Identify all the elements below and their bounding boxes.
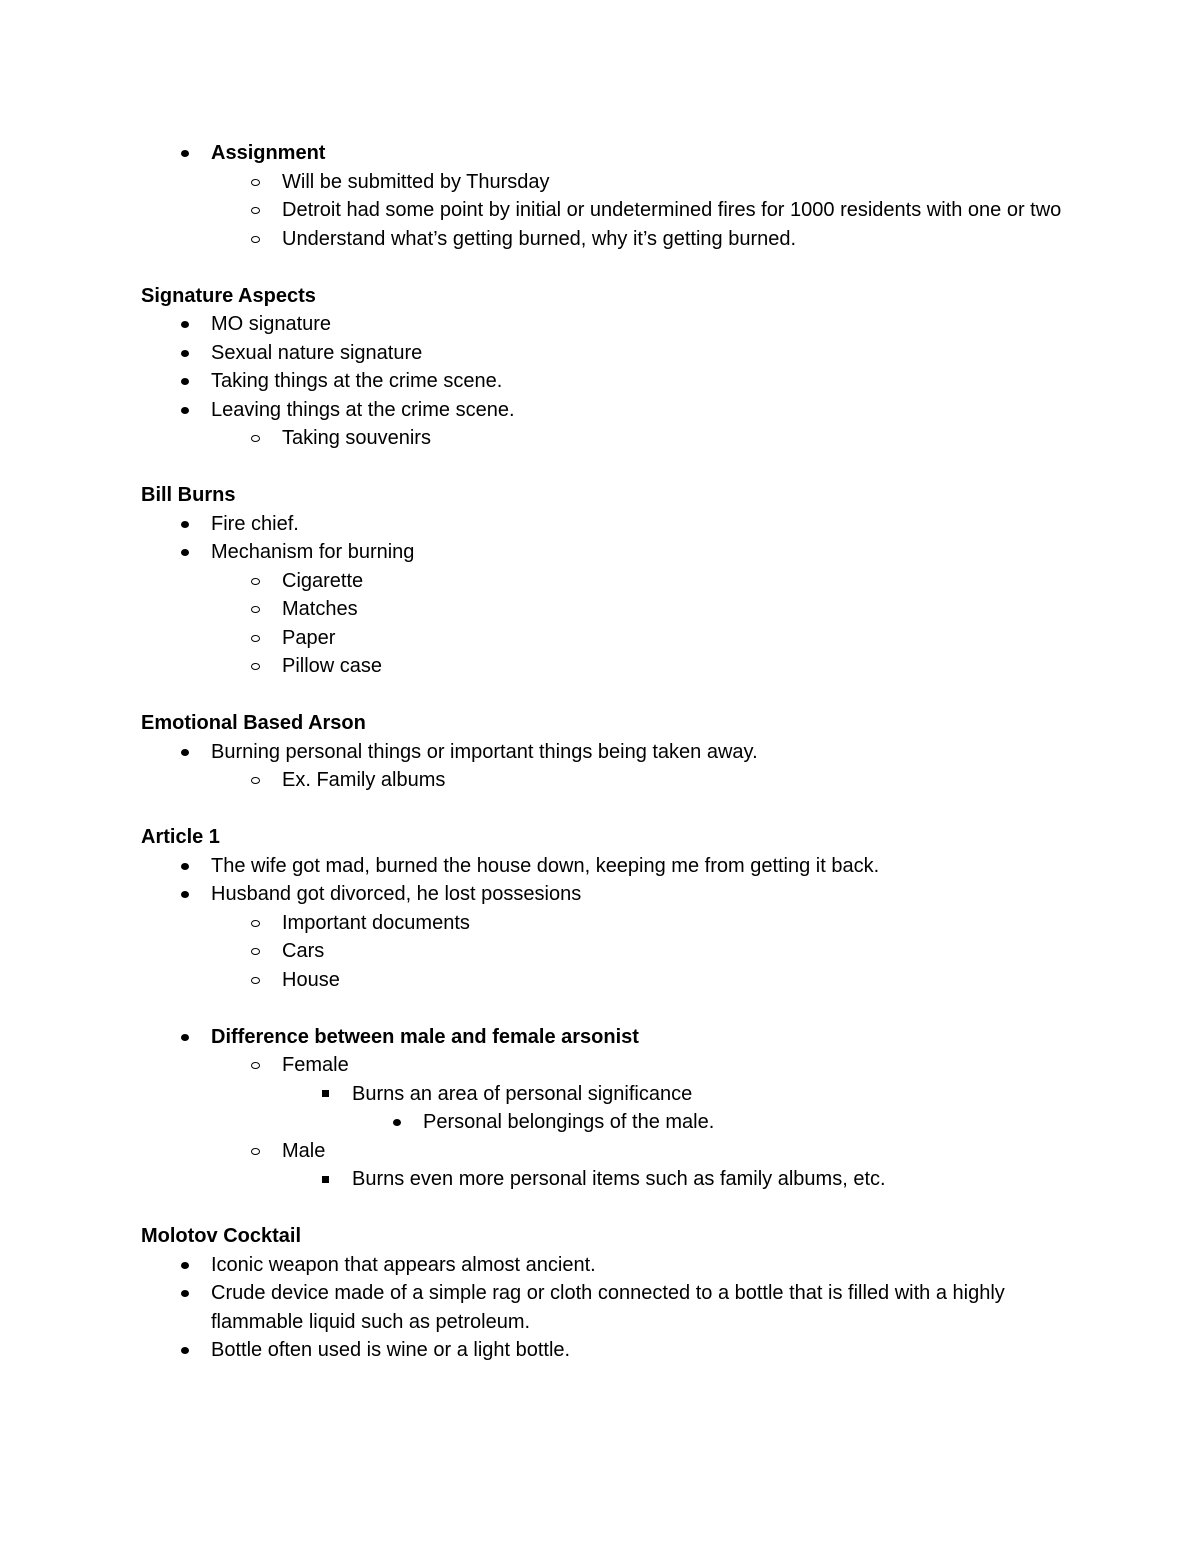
list-item <box>141 1336 1081 1365</box>
list-item <box>141 652 1081 681</box>
list-item <box>141 168 1081 197</box>
list-item <box>141 1051 1081 1080</box>
bullet-circle-icon <box>250 937 264 966</box>
bullet-disc-icon <box>179 367 193 396</box>
list-item <box>141 1137 1081 1166</box>
bullet-disc-icon <box>179 1251 193 1280</box>
list-item-text: Male <box>282 1139 326 1162</box>
bullet-disc-icon <box>179 510 193 539</box>
list-item-text: Female <box>282 1054 349 1076</box>
bullet-circle-icon <box>250 624 264 653</box>
list-item-text: Paper <box>282 626 336 649</box>
list-item <box>141 510 1081 539</box>
bullet-square-icon <box>320 1165 334 1194</box>
document-page <box>141 139 1081 1365</box>
list-item <box>141 624 1081 653</box>
list-item <box>141 367 1081 396</box>
list-item-text: Will be submitted by Thursday <box>282 170 550 193</box>
difference-list <box>141 1023 1081 1194</box>
bullet-circle-icon <box>250 595 264 624</box>
bill-burns-list <box>141 510 1081 681</box>
list-item <box>141 567 1081 596</box>
bullet-disc-icon <box>179 738 193 767</box>
list-item-text: Burns even more personal items such as family albums, etc. <box>352 1168 886 1190</box>
bullet-circle-icon <box>250 652 264 681</box>
bullet-circle-icon <box>250 225 264 254</box>
list-item-text: Sexual nature signature <box>211 341 423 364</box>
list-item-text: Personal belongings of the male. <box>423 1111 715 1133</box>
section-heading-article: Article 1 <box>141 826 220 848</box>
list-item-text: The wife got mad, burned the house down, keeping me from getting it back. <box>211 854 880 877</box>
bullet-disc-icon <box>179 1023 193 1052</box>
bullet-circle-icon <box>250 909 264 938</box>
list-item <box>141 1023 1081 1052</box>
list-item-text: House <box>282 968 340 991</box>
spacer <box>141 453 1081 482</box>
list-item <box>141 966 1081 995</box>
list-item-text: Crude device made of a simple rag or cloth connected to a bottle that is filled with a highly flammable liquid such as petroleum. <box>211 1282 1005 1333</box>
list-item <box>141 595 1081 624</box>
spacer <box>141 681 1081 710</box>
bullet-disc-icon <box>179 396 193 425</box>
list-item <box>141 310 1081 339</box>
list-item <box>141 880 1081 909</box>
list-item-text: Understand what’s getting burned, why it’s getting burned. <box>282 227 797 250</box>
bullet-disc-icon <box>179 310 193 339</box>
spacer <box>141 253 1081 282</box>
list-item-text: MO signature <box>211 313 332 335</box>
list-item-text: Taking things at the crime scene. <box>211 370 503 392</box>
assignment-item <box>141 139 1081 168</box>
bullet-circle-icon <box>250 196 264 225</box>
bullet-disc-icon <box>179 538 193 567</box>
list-item <box>141 738 1081 767</box>
list-item-text: Matches <box>282 598 358 620</box>
list-item-text: Fire chief. <box>211 512 299 535</box>
list-item-text: Taking souvenirs <box>282 427 431 449</box>
list-item <box>141 909 1081 938</box>
assignment-label: Assignment <box>211 142 326 164</box>
emotional-list <box>141 738 1081 795</box>
list-item <box>141 766 1081 795</box>
list-item-text: Important documents <box>282 911 470 934</box>
signature-list <box>141 310 1081 453</box>
list-item <box>141 424 1081 453</box>
list-item <box>141 196 1081 225</box>
spacer <box>141 795 1081 824</box>
list-item-text: Leaving things at the crime scene. <box>211 398 515 421</box>
list-item <box>141 1080 1081 1109</box>
list-item-text: Pillow case <box>282 655 383 677</box>
article-list <box>141 852 1081 995</box>
bullet-circle-icon <box>250 766 264 795</box>
bullet-disc-icon <box>179 852 193 881</box>
list-item-text: Cigarette <box>282 569 364 592</box>
list-item <box>141 1108 1081 1137</box>
list-item-text: Bottle often used is wine or a light bottle. <box>211 1339 571 1361</box>
bullet-disc-icon <box>391 1108 405 1137</box>
bullet-circle-icon <box>250 1051 264 1080</box>
list-item-text: Husband got divorced, he lost possesions <box>211 883 582 905</box>
bullet-circle-icon <box>250 424 264 453</box>
bullet-disc-icon <box>179 139 193 168</box>
list-item <box>141 1251 1081 1280</box>
difference-label: Difference between male and female arsonist <box>211 1025 639 1048</box>
bullet-circle-icon <box>250 168 264 197</box>
list-item <box>141 937 1081 966</box>
spacer <box>141 994 1081 1023</box>
list-item-text: Ex. Family albums <box>282 769 446 791</box>
list-item-text: Burns an area of personal significance <box>352 1082 693 1105</box>
section-heading-signature: Signature Aspects <box>141 284 316 307</box>
section-heading-molotov: Molotov Cocktail <box>141 1225 302 1247</box>
list-item-text: Cars <box>282 940 325 962</box>
bullet-square-icon <box>320 1080 334 1109</box>
assignment-list <box>141 139 1081 253</box>
section-heading-emotional: Emotional Based Arson <box>141 712 366 734</box>
list-item-text: Detroit had some point by initial or undetermined fires for 1000 residents with one or two <box>282 199 1062 221</box>
list-item-text: Mechanism for burning <box>211 541 415 563</box>
list-item <box>141 339 1081 368</box>
bullet-disc-icon <box>179 1336 193 1365</box>
list-item-text: Burning personal things or important things being taken away. <box>211 740 758 763</box>
list-item <box>141 1279 1081 1336</box>
list-item <box>141 1165 1081 1194</box>
list-item-text: Iconic weapon that appears almost ancient. <box>211 1253 596 1276</box>
section-heading-bill-burns: Bill Burns <box>141 484 236 506</box>
bullet-circle-icon <box>250 966 264 995</box>
bullet-circle-icon <box>250 1137 264 1166</box>
list-item <box>141 852 1081 881</box>
list-item <box>141 396 1081 425</box>
molotov-list <box>141 1251 1081 1365</box>
bullet-disc-icon <box>179 1279 193 1308</box>
bullet-disc-icon <box>179 880 193 909</box>
spacer <box>141 1194 1081 1223</box>
bullet-disc-icon <box>179 339 193 368</box>
list-item <box>141 225 1081 254</box>
list-item <box>141 538 1081 567</box>
bullet-circle-icon <box>250 567 264 596</box>
